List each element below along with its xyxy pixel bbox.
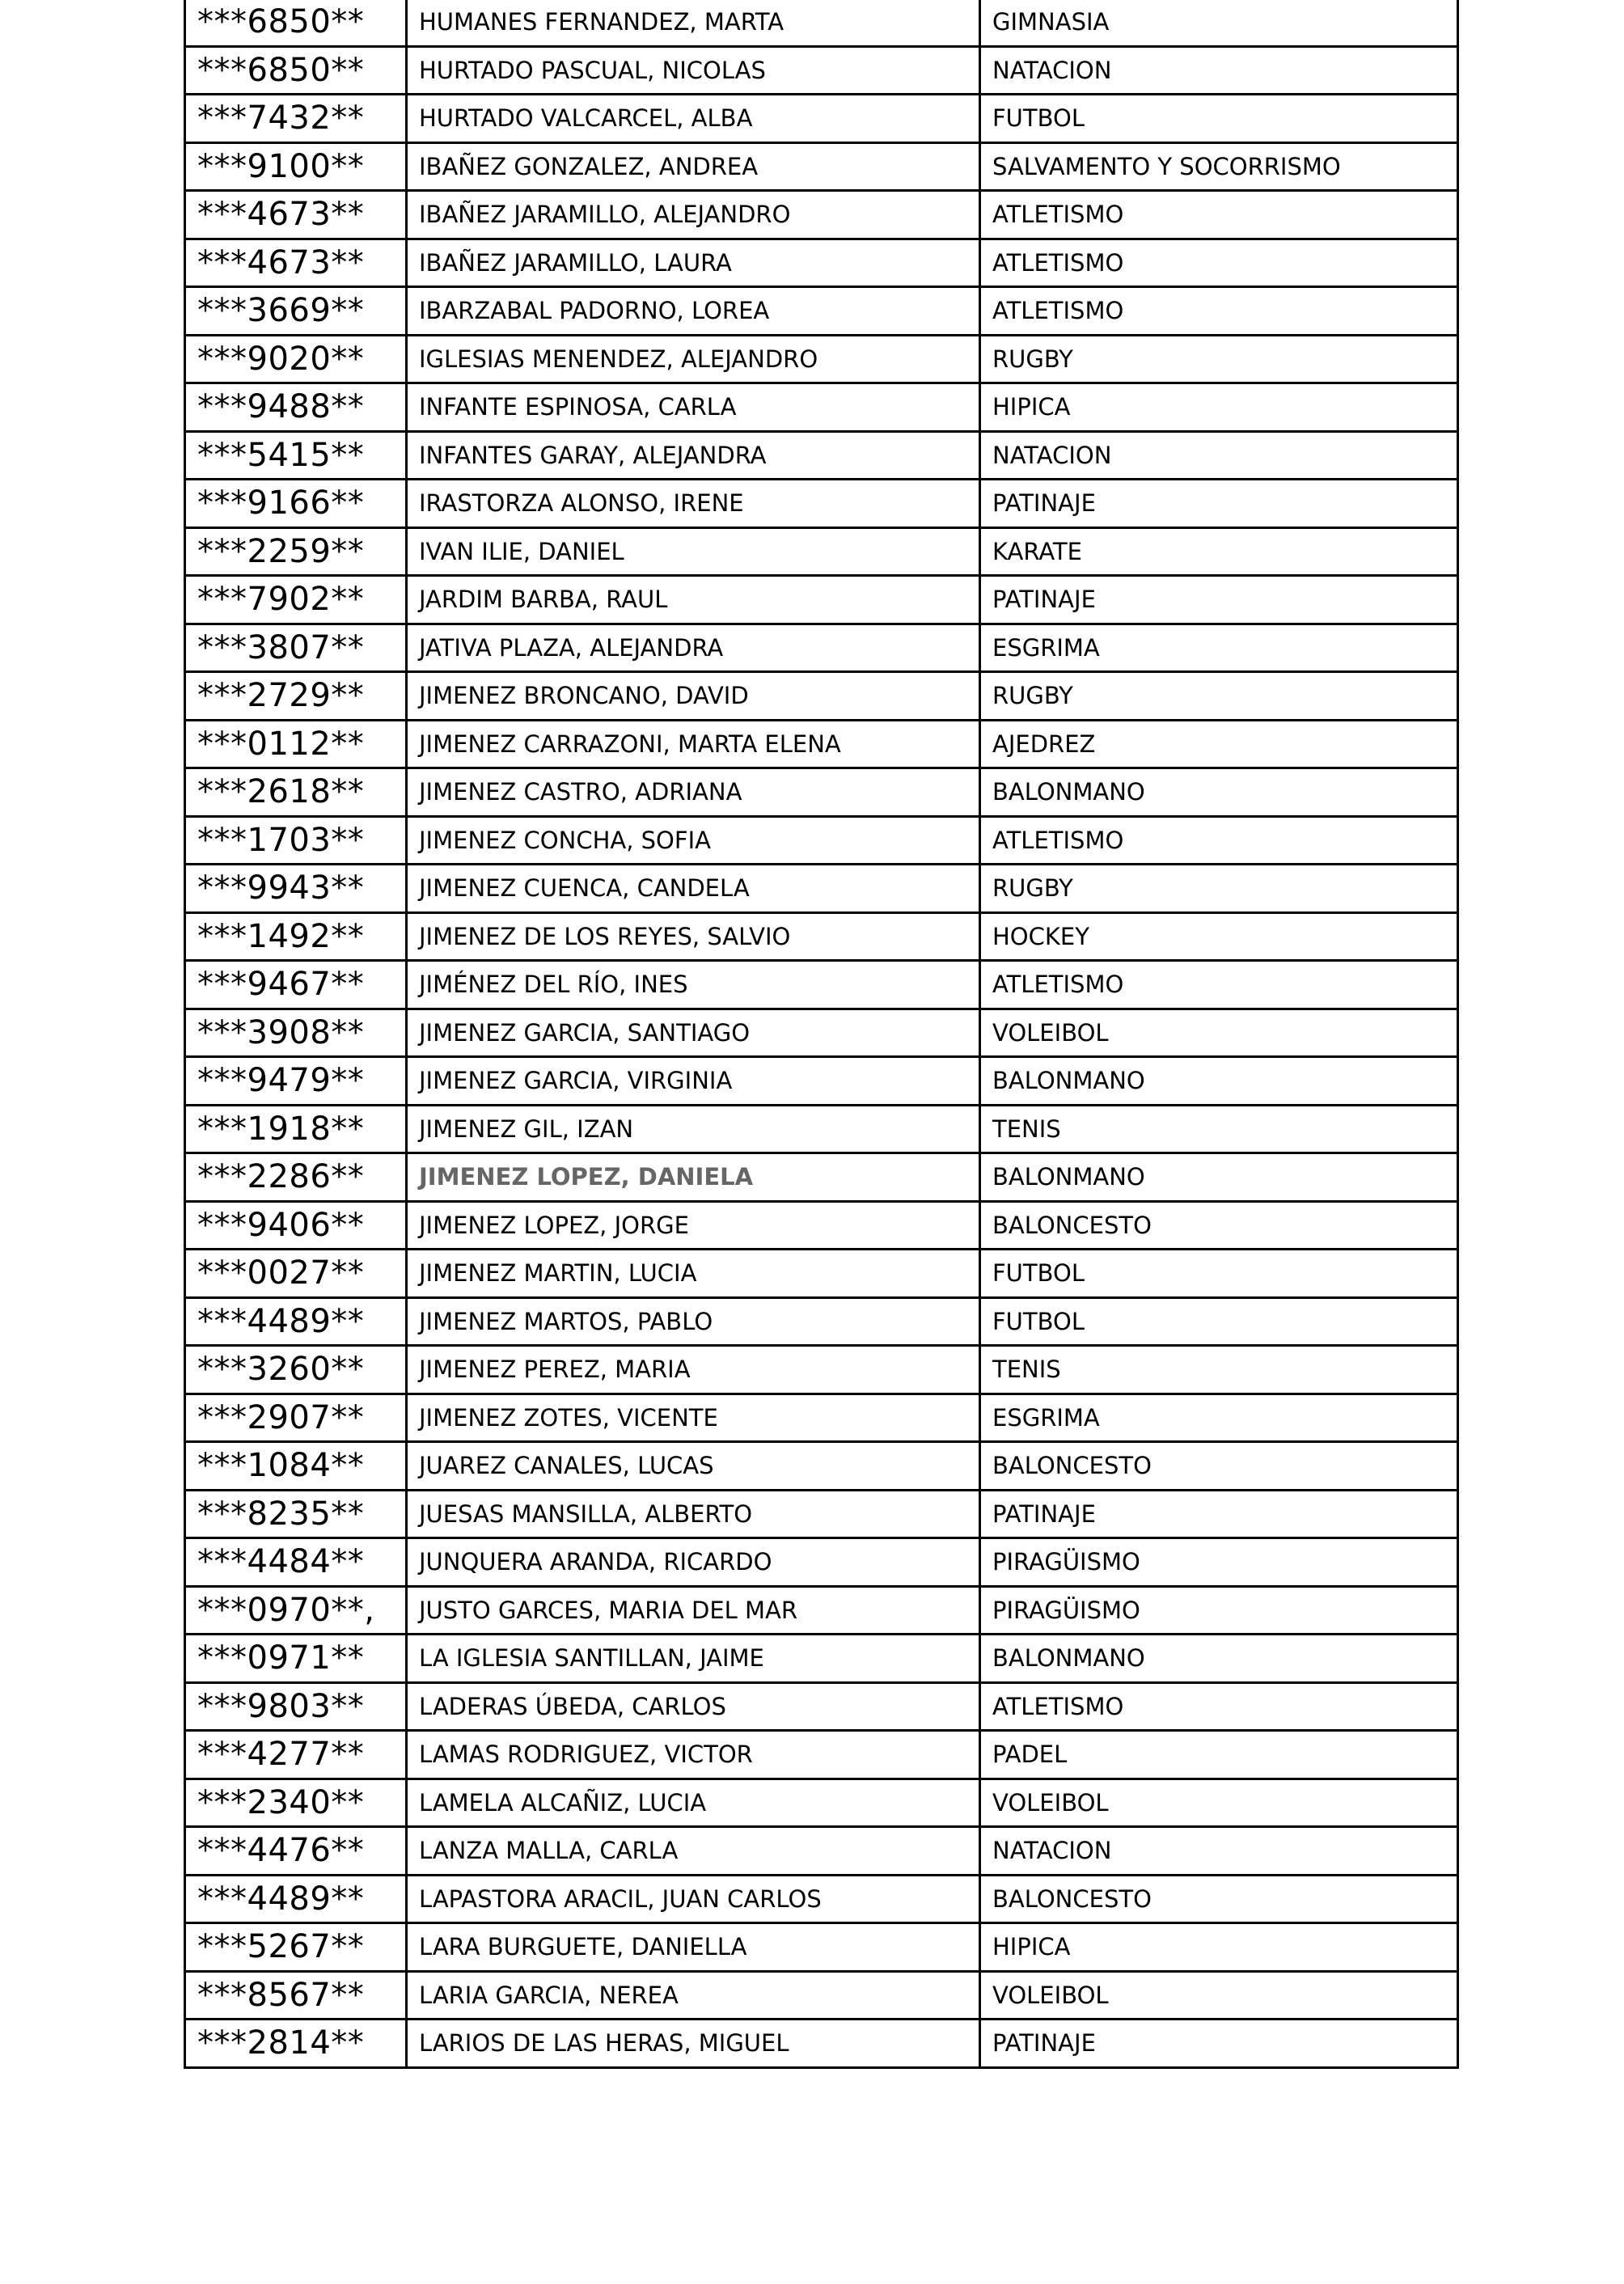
sport-cell: FUTBOL	[980, 95, 1458, 143]
athlete-name-cell: INFANTES GARAY, ALEJANDRA	[407, 431, 980, 480]
masked-id-cell: ***4673**	[185, 239, 407, 287]
athlete-name-cell: JATIVA PLAZA, ALEJANDRA	[407, 624, 980, 672]
masked-id-cell: ***0970**,	[185, 1586, 407, 1635]
masked-id-cell: ***9479**	[185, 1057, 407, 1106]
table-row	[185, 816, 1458, 865]
masked-id-cell: ***9803**	[185, 1682, 407, 1731]
table-row	[185, 1394, 1458, 1442]
masked-id-cell: ***7432**	[185, 95, 407, 143]
athlete-name-cell: JIMENEZ LOPEZ, DANIELA	[407, 1153, 980, 1202]
athlete-name-cell: JIMENEZ GARCIA, SANTIAGO	[407, 1009, 980, 1057]
masked-id-cell: ***4277**	[185, 1731, 407, 1779]
table-row	[185, 1635, 1458, 1683]
table-row	[185, 1346, 1458, 1394]
masked-id-cell: ***6850**	[185, 46, 407, 95]
sport-cell: TENIS	[980, 1105, 1458, 1153]
table-row	[185, 1731, 1458, 1779]
athlete-name-cell: JARDIM BARBA, RAUL	[407, 576, 980, 624]
table-row	[185, 1923, 1458, 1972]
table-row	[185, 1009, 1458, 1057]
masked-id-cell: ***4489**	[185, 1297, 407, 1346]
sport-cell: GIMNASIA	[980, 0, 1458, 46]
table-row	[185, 1105, 1458, 1153]
masked-id-cell: ***8235**	[185, 1490, 407, 1538]
sport-cell: FUTBOL	[980, 1297, 1458, 1346]
sport-cell: SALVAMENTO Y SOCORRISMO	[980, 142, 1458, 191]
masked-id-cell: ***2907**	[185, 1394, 407, 1442]
athlete-name-cell: JIMENEZ ZOTES, VICENTE	[407, 1394, 980, 1442]
sport-cell: ESGRIMA	[980, 624, 1458, 672]
sport-cell: BALONCESTO	[980, 1875, 1458, 1923]
sport-cell: RUGBY	[980, 672, 1458, 721]
masked-id-cell: ***3908**	[185, 1009, 407, 1057]
athlete-name-cell: LADERAS ÚBEDA, CARLOS	[407, 1682, 980, 1731]
masked-id-cell: ***2340**	[185, 1779, 407, 1827]
athlete-name-cell: LAMAS RODRIGUEZ, VICTOR	[407, 1731, 980, 1779]
masked-id-cell: ***1084**	[185, 1442, 407, 1491]
athlete-name-cell: INFANTE ESPINOSA, CARLA	[407, 383, 980, 432]
athlete-name-cell: JIMENEZ CARRAZONI, MARTA ELENA	[407, 720, 980, 768]
sport-cell: NATACION	[980, 46, 1458, 95]
masked-id-cell: ***9406**	[185, 1201, 407, 1250]
masked-id-cell: ***0971**	[185, 1635, 407, 1683]
athlete-name-cell: JIMENEZ GARCIA, VIRGINIA	[407, 1057, 980, 1106]
table-row	[185, 865, 1458, 913]
masked-id-cell: ***0027**	[185, 1250, 407, 1298]
table-row	[185, 1201, 1458, 1250]
athlete-name-cell: JIMENEZ MARTIN, LUCIA	[407, 1250, 980, 1298]
masked-id-cell: ***2259**	[185, 527, 407, 576]
sport-cell: PATINAJE	[980, 1490, 1458, 1538]
athlete-name-cell: IBAÑEZ JARAMILLO, LAURA	[407, 239, 980, 287]
athlete-name-cell: JIMENEZ LOPEZ, JORGE	[407, 1201, 980, 1250]
athlete-name-cell: JIMENEZ CASTRO, ADRIANA	[407, 768, 980, 817]
athlete-name-cell: IBAÑEZ GONZALEZ, ANDREA	[407, 142, 980, 191]
table-row	[185, 287, 1458, 336]
sport-cell: HIPICA	[980, 383, 1458, 432]
athlete-name-cell: HUMANES FERNANDEZ, MARTA	[407, 0, 980, 46]
athlete-name-cell: HURTADO VALCARCEL, ALBA	[407, 95, 980, 143]
masked-id-cell: ***2618**	[185, 768, 407, 817]
masked-id-cell: ***4484**	[185, 1538, 407, 1587]
masked-id-cell: ***6850**	[185, 0, 407, 46]
sport-cell: TENIS	[980, 1346, 1458, 1394]
table-row	[185, 576, 1458, 624]
table-row	[185, 1682, 1458, 1731]
sport-cell: PATINAJE	[980, 480, 1458, 528]
sport-cell: BALONCESTO	[980, 1442, 1458, 1491]
sport-cell: PADEL	[980, 1731, 1458, 1779]
athlete-name-cell: JUESAS MANSILLA, ALBERTO	[407, 1490, 980, 1538]
sport-cell: ATLETISMO	[980, 287, 1458, 336]
masked-id-cell: ***1492**	[185, 912, 407, 961]
sport-cell: ATLETISMO	[980, 191, 1458, 239]
sport-cell: PATINAJE	[980, 576, 1458, 624]
sport-cell: RUGBY	[980, 865, 1458, 913]
table-row	[185, 383, 1458, 432]
table-row	[185, 1971, 1458, 2020]
table-row	[185, 1827, 1458, 1876]
masked-id-cell: ***1703**	[185, 816, 407, 865]
table-row	[185, 1875, 1458, 1923]
masked-id-cell: ***9020**	[185, 335, 407, 383]
masked-id-cell: ***4673**	[185, 191, 407, 239]
athlete-name-cell: LAPASTORA ARACIL, JUAN CARLOS	[407, 1875, 980, 1923]
athlete-name-cell: JUSTO GARCES, MARIA DEL MAR	[407, 1586, 980, 1635]
table-row	[185, 1250, 1458, 1298]
masked-id-cell: ***9166**	[185, 480, 407, 528]
table-row	[185, 239, 1458, 287]
table-row	[185, 142, 1458, 191]
sport-cell: VOLEIBOL	[980, 1779, 1458, 1827]
table-row	[185, 624, 1458, 672]
sport-cell: NATACION	[980, 1827, 1458, 1876]
table-row	[185, 431, 1458, 480]
sport-cell: ATLETISMO	[980, 1682, 1458, 1731]
sport-cell: HOCKEY	[980, 912, 1458, 961]
athlete-name-cell: LARIOS DE LAS HERAS, MIGUEL	[407, 2020, 980, 2068]
table-row	[185, 1153, 1458, 1202]
sport-cell: HIPICA	[980, 1923, 1458, 1972]
athlete-name-cell: LA IGLESIA SANTILLAN, JAIME	[407, 1635, 980, 1683]
masked-id-cell: ***0112**	[185, 720, 407, 768]
table-row	[185, 1586, 1458, 1635]
masked-id-cell: ***9467**	[185, 961, 407, 1009]
sport-cell: ESGRIMA	[980, 1394, 1458, 1442]
table-row	[185, 768, 1458, 817]
table-row	[185, 95, 1458, 143]
masked-id-cell: ***1918**	[185, 1105, 407, 1153]
masked-id-cell: ***8567**	[185, 1971, 407, 2020]
athlete-name-cell: LARA BURGUETE, DANIELLA	[407, 1923, 980, 1972]
table-row	[185, 961, 1458, 1009]
masked-id-cell: ***3669**	[185, 287, 407, 336]
table-row	[185, 46, 1458, 95]
sport-cell: KARATE	[980, 527, 1458, 576]
masked-id-cell: ***4489**	[185, 1875, 407, 1923]
athlete-name-cell: HURTADO PASCUAL, NICOLAS	[407, 46, 980, 95]
sport-cell: VOLEIBOL	[980, 1971, 1458, 2020]
table-row	[185, 527, 1458, 576]
athlete-name-cell: IBARZABAL PADORNO, LOREA	[407, 287, 980, 336]
athlete-name-cell: JIMENEZ MARTOS, PABLO	[407, 1297, 980, 1346]
masked-id-cell: ***3807**	[185, 624, 407, 672]
athlete-name-cell: JIMENEZ GIL, IZAN	[407, 1105, 980, 1153]
table-row	[185, 1442, 1458, 1491]
table-row	[185, 720, 1458, 768]
athlete-name-cell: JIMENEZ CUENCA, CANDELA	[407, 865, 980, 913]
athlete-table-body	[185, 0, 1458, 2067]
masked-id-cell: ***5267**	[185, 1923, 407, 1972]
sport-cell: PIRAGÜISMO	[980, 1538, 1458, 1587]
sport-cell: PATINAJE	[980, 2020, 1458, 2068]
masked-id-cell: ***9488**	[185, 383, 407, 432]
table-row	[185, 2020, 1458, 2068]
sport-cell: BALONMANO	[980, 1153, 1458, 1202]
sport-cell: RUGBY	[980, 335, 1458, 383]
masked-id-cell: ***2814**	[185, 2020, 407, 2068]
masked-id-cell: ***3260**	[185, 1346, 407, 1394]
masked-id-cell: ***4476**	[185, 1827, 407, 1876]
sport-cell: ATLETISMO	[980, 961, 1458, 1009]
athlete-name-cell: JIMENEZ PEREZ, MARIA	[407, 1346, 980, 1394]
sport-cell: VOLEIBOL	[980, 1009, 1458, 1057]
table-row	[185, 1538, 1458, 1587]
sport-cell: BALONCESTO	[980, 1201, 1458, 1250]
masked-id-cell: ***9943**	[185, 865, 407, 913]
athlete-name-cell: IGLESIAS MENENDEZ, ALEJANDRO	[407, 335, 980, 383]
sport-cell: FUTBOL	[980, 1250, 1458, 1298]
table-row	[185, 1490, 1458, 1538]
athlete-name-cell: LARIA GARCIA, NEREA	[407, 1971, 980, 2020]
table-row	[185, 912, 1458, 961]
athlete-name-cell: LAMELA ALCAÑIZ, LUCIA	[407, 1779, 980, 1827]
table-row	[185, 480, 1458, 528]
athlete-name-cell: JUNQUERA ARANDA, RICARDO	[407, 1538, 980, 1587]
table-row	[185, 335, 1458, 383]
sport-cell: NATACION	[980, 431, 1458, 480]
masked-id-cell: ***2286**	[185, 1153, 407, 1202]
athlete-name-cell: JIMÉNEZ DEL RÍO, INES	[407, 961, 980, 1009]
athlete-name-cell: JUAREZ CANALES, LUCAS	[407, 1442, 980, 1491]
athlete-name-cell: JIMENEZ BRONCANO, DAVID	[407, 672, 980, 721]
masked-id-cell: ***7902**	[185, 576, 407, 624]
athlete-name-cell: JIMENEZ CONCHA, SOFIA	[407, 816, 980, 865]
sport-cell: ATLETISMO	[980, 239, 1458, 287]
table-row	[185, 191, 1458, 239]
masked-id-cell: ***5415**	[185, 431, 407, 480]
athlete-name-cell: IVAN ILIE, DANIEL	[407, 527, 980, 576]
athlete-name-cell: IBAÑEZ JARAMILLO, ALEJANDRO	[407, 191, 980, 239]
sport-cell: BALONMANO	[980, 1057, 1458, 1106]
athlete-name-cell: LANZA MALLA, CARLA	[407, 1827, 980, 1876]
athlete-name-cell: IRASTORZA ALONSO, IRENE	[407, 480, 980, 528]
masked-id-cell: ***9100**	[185, 142, 407, 191]
sport-cell: ATLETISMO	[980, 816, 1458, 865]
table-row	[185, 1779, 1458, 1827]
sport-cell: AJEDREZ	[980, 720, 1458, 768]
table-row	[185, 1297, 1458, 1346]
sport-cell: BALONMANO	[980, 1635, 1458, 1683]
athlete-table	[184, 0, 1459, 2069]
table-row	[185, 0, 1458, 46]
sport-cell: PIRAGÜISMO	[980, 1586, 1458, 1635]
sport-cell: BALONMANO	[980, 768, 1458, 817]
athlete-name-cell: JIMENEZ DE LOS REYES, SALVIO	[407, 912, 980, 961]
masked-id-cell: ***2729**	[185, 672, 407, 721]
table-row	[185, 672, 1458, 721]
table-row	[185, 1057, 1458, 1106]
